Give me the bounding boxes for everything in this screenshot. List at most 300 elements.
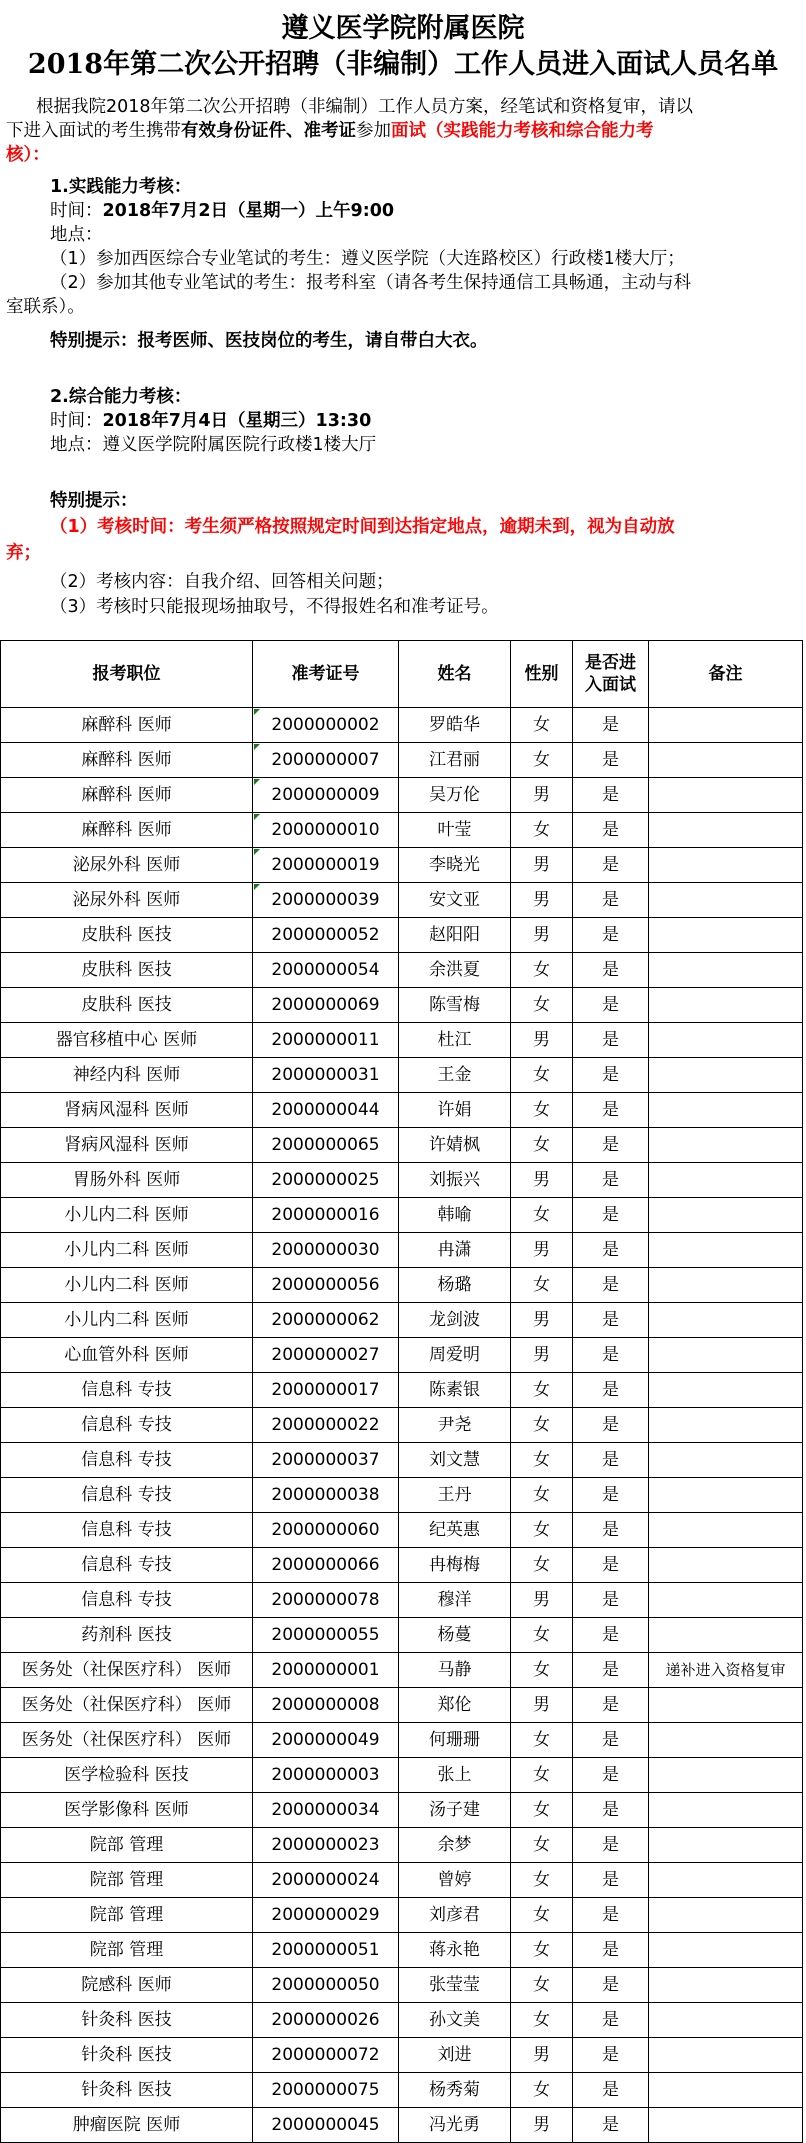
cell-position: 药剂科 医技 [1,1618,253,1653]
cell-exam-no: 2000000075 [253,2073,399,2108]
table-row [1,1793,803,1828]
cell-exam-no: 2000000024 [253,1863,399,1898]
cell-position: 心血管外科 医师 [1,1338,253,1373]
cell-gender: 男 [511,1023,573,1058]
table-row [1,2003,803,2038]
cell-position: 院部 管理 [1,1898,253,1933]
cell-exam-no: 2000000023 [253,1828,399,1863]
cell-gender: 女 [511,1653,573,1688]
cell-position: 麻醉科 医师 [1,813,253,848]
candidate-table [0,640,803,2143]
cell-exam-no: 2000000066 [253,1548,399,1583]
list-title: 2018年第二次公开招聘（非编制）工作人员进入面试人员名单 [27,49,779,80]
section1-place-2-cont: 室联系）。 [6,297,85,317]
table-row [1,1583,803,1618]
cell-position: 信息科 专技 [1,1548,253,1583]
cell-name: 刘振兴 [399,1163,511,1198]
table-row [1,1128,803,1163]
section2-place: 地点：遵义医学院附属医院行政楼1楼大厅 [50,435,377,455]
table-row [1,883,803,918]
cell-gender: 女 [511,1478,573,1513]
cell-exam-no: 2000000037 [253,1443,399,1478]
table-header-row [1,641,803,708]
cell-name: 郑伦 [399,1688,511,1723]
cell-gender: 男 [511,1233,573,1268]
cell-position: 医务处（社保医疗科） 医师 [1,1688,253,1723]
table-row [1,1373,803,1408]
cell-name: 刘彦君 [399,1898,511,1933]
cell-exam-no [253,848,399,883]
cell-position: 麻醉科 医师 [1,743,253,778]
cell-interview: 是 [573,1968,649,2003]
cell-interview: 是 [573,1198,649,1233]
table-row [1,918,803,953]
cell-position: 皮肤科 医技 [1,953,253,988]
cell-interview: 是 [573,2003,649,2038]
cell-position: 针灸科 医技 [1,2073,253,2108]
cell-remark [649,1093,803,1128]
exam-no-text: 2000000010 [271,820,380,840]
table-row [1,1688,803,1723]
cell-marker-icon [254,779,260,785]
cell-gender: 男 [511,778,573,813]
cell-gender: 女 [511,2003,573,2038]
cell-name: 张上 [399,1758,511,1793]
cell-gender: 女 [511,988,573,1023]
cell-name: 杨秀菊 [399,2073,511,2108]
cell-exam-no: 2000000078 [253,1583,399,1618]
table-row [1,1863,803,1898]
cell-remark [649,848,803,883]
cell-position: 肿瘤医院 医师 [1,2108,253,2143]
cell-name: 冯光勇 [399,2108,511,2143]
cell-exam-no: 2000000045 [253,2108,399,2143]
cell-remark [649,1898,803,1933]
cell-name: 余洪夏 [399,953,511,988]
cell-gender: 男 [511,1338,573,1373]
cell-name: 汤子建 [399,1793,511,1828]
tip-1-cont: 弃； [6,543,41,563]
cell-exam-no: 2000000030 [253,1233,399,1268]
cell-marker-icon [254,849,260,855]
cell-marker-icon [254,744,260,750]
cell-remark [649,1268,803,1303]
cell-interview: 是 [573,1268,649,1303]
table-row [1,743,803,778]
cell-name: 尹尧 [399,1408,511,1443]
cell-gender: 女 [511,1268,573,1303]
cell-name: 李晓光 [399,848,511,883]
header-remark: 备注 [649,641,803,708]
cell-gender: 女 [511,743,573,778]
cell-gender: 女 [511,1828,573,1863]
cell-exam-no: 2000000038 [253,1478,399,1513]
cell-interview: 是 [573,1303,649,1338]
cell-remark [649,1478,803,1513]
cell-gender: 男 [511,1163,573,1198]
cell-remark [649,953,803,988]
cell-marker-icon [254,709,260,715]
cell-name: 孙文美 [399,2003,511,2038]
header-name: 姓名 [399,641,511,708]
section2-time: 时间：2018年7月4日（星期三）13:30 [50,411,372,431]
cell-exam-no: 2000000062 [253,1303,399,1338]
cell-position: 肾病风湿科 医师 [1,1093,253,1128]
exam-no-text: 2000000039 [271,890,380,910]
table-row [1,1303,803,1338]
cell-remark [649,778,803,813]
cell-name: 冉梅梅 [399,1548,511,1583]
cell-name: 罗皓华 [399,708,511,743]
cell-gender: 女 [511,1793,573,1828]
cell-gender: 男 [511,1688,573,1723]
cell-interview: 是 [573,2108,649,2143]
cell-exam-no: 2000000029 [253,1898,399,1933]
cell-name: 穆洋 [399,1583,511,1618]
cell-name: 安文亚 [399,883,511,918]
table-row [1,813,803,848]
cell-position: 医务处（社保医疗科） 医师 [1,1723,253,1758]
cell-position: 小儿内二科 医师 [1,1233,253,1268]
cell-gender: 女 [511,1933,573,1968]
cell-position: 麻醉科 医师 [1,778,253,813]
cell-position: 医务处（社保医疗科） 医师 [1,1653,253,1688]
cell-remark [649,1548,803,1583]
cell-name: 江君丽 [399,743,511,778]
table-row [1,1163,803,1198]
exam-no-text: 2000000007 [271,750,380,770]
intro-line-2: 下进入面试的考生携带有效身份证件、准考证参加面试（实践能力考核和综合能力考 [6,121,654,141]
tip-2: （2）考核内容：自我介绍、回答相关问题； [50,572,394,592]
cell-exam-no: 2000000060 [253,1513,399,1548]
cell-remark [649,708,803,743]
cell-gender: 女 [511,708,573,743]
cell-remark [649,743,803,778]
table-row [1,1968,803,2003]
table-row [1,1618,803,1653]
cell-gender: 女 [511,1093,573,1128]
cell-interview: 是 [573,988,649,1023]
table-row [1,1268,803,1303]
table-row [1,1093,803,1128]
cell-interview: 是 [573,1233,649,1268]
header-exam-no: 准考证号 [253,641,399,708]
cell-name: 韩喻 [399,1198,511,1233]
cell-name: 赵阳阳 [399,918,511,953]
cell-interview: 是 [573,1093,649,1128]
cell-position: 信息科 专技 [1,1443,253,1478]
section1-place-label: 地点： [50,225,103,245]
cell-gender: 女 [511,1198,573,1233]
cell-position: 胃肠外科 医师 [1,1163,253,1198]
cell-exam-no: 2000000001 [253,1653,399,1688]
table-row [1,1233,803,1268]
cell-gender: 女 [511,1443,573,1478]
cell-exam-no [253,813,399,848]
tip-3: （3）考核时只能报现场抽取号，不得报姓名和准考证号。 [50,597,499,617]
cell-exam-no: 2000000022 [253,1408,399,1443]
cell-exam-no: 2000000051 [253,1933,399,1968]
cell-name: 周爱明 [399,1338,511,1373]
cell-remark [649,1933,803,1968]
cell-gender: 女 [511,1513,573,1548]
cell-position: 院部 管理 [1,1863,253,1898]
cell-interview: 是 [573,918,649,953]
cell-name: 何珊珊 [399,1723,511,1758]
exam-no-text: 2000000002 [271,715,380,735]
cell-remark [649,988,803,1023]
cell-position: 器官移植中心 医师 [1,1023,253,1058]
cell-name: 龙剑波 [399,1303,511,1338]
cell-exam-no: 2000000016 [253,1198,399,1233]
cell-remark [649,1198,803,1233]
cell-position: 医学影像科 医师 [1,1793,253,1828]
cell-position: 肾病风湿科 医师 [1,1128,253,1163]
section1-place-1: （1）参加西医综合专业笔试的考生：遵义医学院（大连路校区）行政楼1楼大厅； [50,249,685,269]
cell-exam-no: 2000000049 [253,1723,399,1758]
cell-interview: 是 [573,1478,649,1513]
cell-interview: 是 [573,1758,649,1793]
cell-remark [649,1793,803,1828]
cell-interview: 是 [573,1443,649,1478]
cell-remark [649,813,803,848]
cell-position: 神经内科 医师 [1,1058,253,1093]
cell-position: 泌尿外科 医师 [1,848,253,883]
table-row [1,2073,803,2108]
table-row [1,1828,803,1863]
cell-position: 麻醉科 医师 [1,708,253,743]
tips-title: 特别提示： [50,491,138,511]
cell-interview: 是 [573,1513,649,1548]
section2-title: 2.综合能力考核： [50,387,192,407]
cell-gender: 女 [511,1863,573,1898]
cell-name: 刘文慧 [399,1443,511,1478]
cell-gender: 女 [511,1618,573,1653]
cell-exam-no: 2000000072 [253,2038,399,2073]
cell-exam-no: 2000000052 [253,918,399,953]
cell-exam-no: 2000000065 [253,1128,399,1163]
cell-interview: 是 [573,1373,649,1408]
cell-remark [649,1338,803,1373]
cell-name: 陈雪梅 [399,988,511,1023]
cell-exam-no: 2000000026 [253,2003,399,2038]
cell-remark [649,1688,803,1723]
cell-gender: 女 [511,1058,573,1093]
cell-interview: 是 [573,1163,649,1198]
hospital-title: 遵义医学院附属医院 [281,13,525,44]
intro-line-3: 核）： [6,145,50,165]
header-position: 报考职位 [1,641,253,708]
table-row [1,778,803,813]
table-row [1,1898,803,1933]
cell-position: 院部 管理 [1,1933,253,1968]
cell-exam-no: 2000000011 [253,1023,399,1058]
cell-interview: 是 [573,953,649,988]
cell-remark [649,1863,803,1898]
cell-name: 杜江 [399,1023,511,1058]
cell-remark [649,1758,803,1793]
cell-remark [649,883,803,918]
cell-interview: 是 [573,1548,649,1583]
cell-gender: 女 [511,1898,573,1933]
cell-interview: 是 [573,1408,649,1443]
cell-interview: 是 [573,1688,649,1723]
table-row [1,1058,803,1093]
cell-marker-icon [254,814,260,820]
cell-position: 泌尿外科 医师 [1,883,253,918]
cell-interview: 是 [573,1058,649,1093]
cell-interview: 是 [573,743,649,778]
cell-name: 王金 [399,1058,511,1093]
cell-position: 小儿内二科 医师 [1,1303,253,1338]
cell-remark: 递补进入资格复审 [649,1653,803,1688]
cell-name: 吴万伦 [399,778,511,813]
table-row [1,1653,803,1688]
cell-gender: 男 [511,2038,573,2073]
cell-name: 王丹 [399,1478,511,1513]
header-gender: 性别 [511,641,573,708]
cell-interview: 是 [573,813,649,848]
cell-position: 医学检验科 医技 [1,1758,253,1793]
cell-exam-no: 2000000069 [253,988,399,1023]
cell-remark [649,2073,803,2108]
cell-interview: 是 [573,1128,649,1163]
intro-line-1: 根据我院2018年第二次公开招聘（非编制）工作人员方案，经笔试和资格复审，请以 [36,97,694,117]
cell-name: 蒋永艳 [399,1933,511,1968]
cell-position: 小儿内二科 医师 [1,1268,253,1303]
table-row [1,1513,803,1548]
cell-interview: 是 [573,1723,649,1758]
cell-interview: 是 [573,1618,649,1653]
cell-remark [649,1163,803,1198]
cell-interview: 是 [573,1583,649,1618]
cell-exam-no: 2000000055 [253,1618,399,1653]
cell-position: 院感科 医师 [1,1968,253,2003]
cell-exam-no [253,708,399,743]
section1-title: 1.实践能力考核： [50,177,192,197]
table-row [1,1408,803,1443]
cell-remark [649,1618,803,1653]
cell-exam-no: 2000000050 [253,1968,399,2003]
cell-remark [649,1583,803,1618]
cell-gender: 男 [511,2108,573,2143]
cell-exam-no [253,778,399,813]
cell-name: 杨璐 [399,1268,511,1303]
cell-name: 叶莹 [399,813,511,848]
cell-name: 陈素银 [399,1373,511,1408]
cell-exam-no: 2000000056 [253,1268,399,1303]
cell-gender: 男 [511,848,573,883]
cell-gender: 女 [511,953,573,988]
cell-exam-no: 2000000031 [253,1058,399,1093]
cell-interview: 是 [573,1338,649,1373]
section1-tip: 特别提示：报考医师、医技岗位的考生，请自带白大衣。 [50,331,488,351]
cell-gender: 男 [511,918,573,953]
cell-remark [649,1828,803,1863]
cell-exam-no [253,743,399,778]
cell-interview: 是 [573,883,649,918]
cell-interview: 是 [573,1793,649,1828]
table-row [1,1443,803,1478]
cell-remark [649,1303,803,1338]
cell-interview: 是 [573,1898,649,1933]
candidate-table-wrap [0,640,806,2143]
cell-position: 小儿内二科 医师 [1,1198,253,1233]
cell-gender: 女 [511,2073,573,2108]
cell-position: 信息科 专技 [1,1373,253,1408]
cell-exam-no: 2000000003 [253,1758,399,1793]
cell-interview: 是 [573,848,649,883]
cell-interview: 是 [573,708,649,743]
cell-gender: 女 [511,1408,573,1443]
table-row [1,1023,803,1058]
section1-place-2: （2）参加其他专业笔试的考生：报考科室（请各考生保持通信工具畅通，主动与科 [50,273,692,293]
table-row [1,988,803,1023]
cell-name: 刘进 [399,2038,511,2073]
cell-name: 杨蔓 [399,1618,511,1653]
exam-no-text: 2000000019 [271,855,380,875]
cell-position: 院部 管理 [1,1828,253,1863]
cell-gender: 女 [511,813,573,848]
cell-remark [649,1513,803,1548]
cell-exam-no: 2000000044 [253,1093,399,1128]
cell-remark [649,1723,803,1758]
cell-remark [649,1058,803,1093]
cell-remark [649,1128,803,1163]
exam-no-text: 2000000009 [271,785,380,805]
cell-exam-no: 2000000017 [253,1373,399,1408]
cell-name: 冉潇 [399,1233,511,1268]
cell-name: 纪英惠 [399,1513,511,1548]
cell-exam-no: 2000000054 [253,953,399,988]
cell-position: 信息科 专技 [1,1513,253,1548]
cell-name: 许娟 [399,1093,511,1128]
cell-interview: 是 [573,2038,649,2073]
cell-remark [649,1023,803,1058]
cell-exam-no: 2000000027 [253,1338,399,1373]
cell-exam-no: 2000000025 [253,1163,399,1198]
cell-gender: 女 [511,1758,573,1793]
table-body [1,708,803,2143]
table-row [1,1338,803,1373]
table-row [1,1548,803,1583]
cell-exam-no: 2000000034 [253,1793,399,1828]
cell-remark [649,1968,803,2003]
cell-name: 张莹莹 [399,1968,511,2003]
table-row [1,848,803,883]
cell-interview: 是 [573,1828,649,1863]
cell-interview: 是 [573,1933,649,1968]
cell-gender: 男 [511,883,573,918]
cell-remark [649,918,803,953]
cell-gender: 女 [511,1128,573,1163]
table-row [1,2108,803,2143]
table-row [1,1198,803,1233]
cell-interview: 是 [573,778,649,813]
table-row [1,1723,803,1758]
cell-position: 皮肤科 医技 [1,918,253,953]
cell-name: 余梦 [399,1828,511,1863]
cell-remark [649,1443,803,1478]
cell-exam-no: 2000000008 [253,1688,399,1723]
cell-interview: 是 [573,1863,649,1898]
cell-interview: 是 [573,2073,649,2108]
cell-gender: 男 [511,1583,573,1618]
cell-name: 许婧枫 [399,1128,511,1163]
cell-remark [649,1373,803,1408]
cell-position: 信息科 专技 [1,1583,253,1618]
cell-position: 信息科 专技 [1,1478,253,1513]
